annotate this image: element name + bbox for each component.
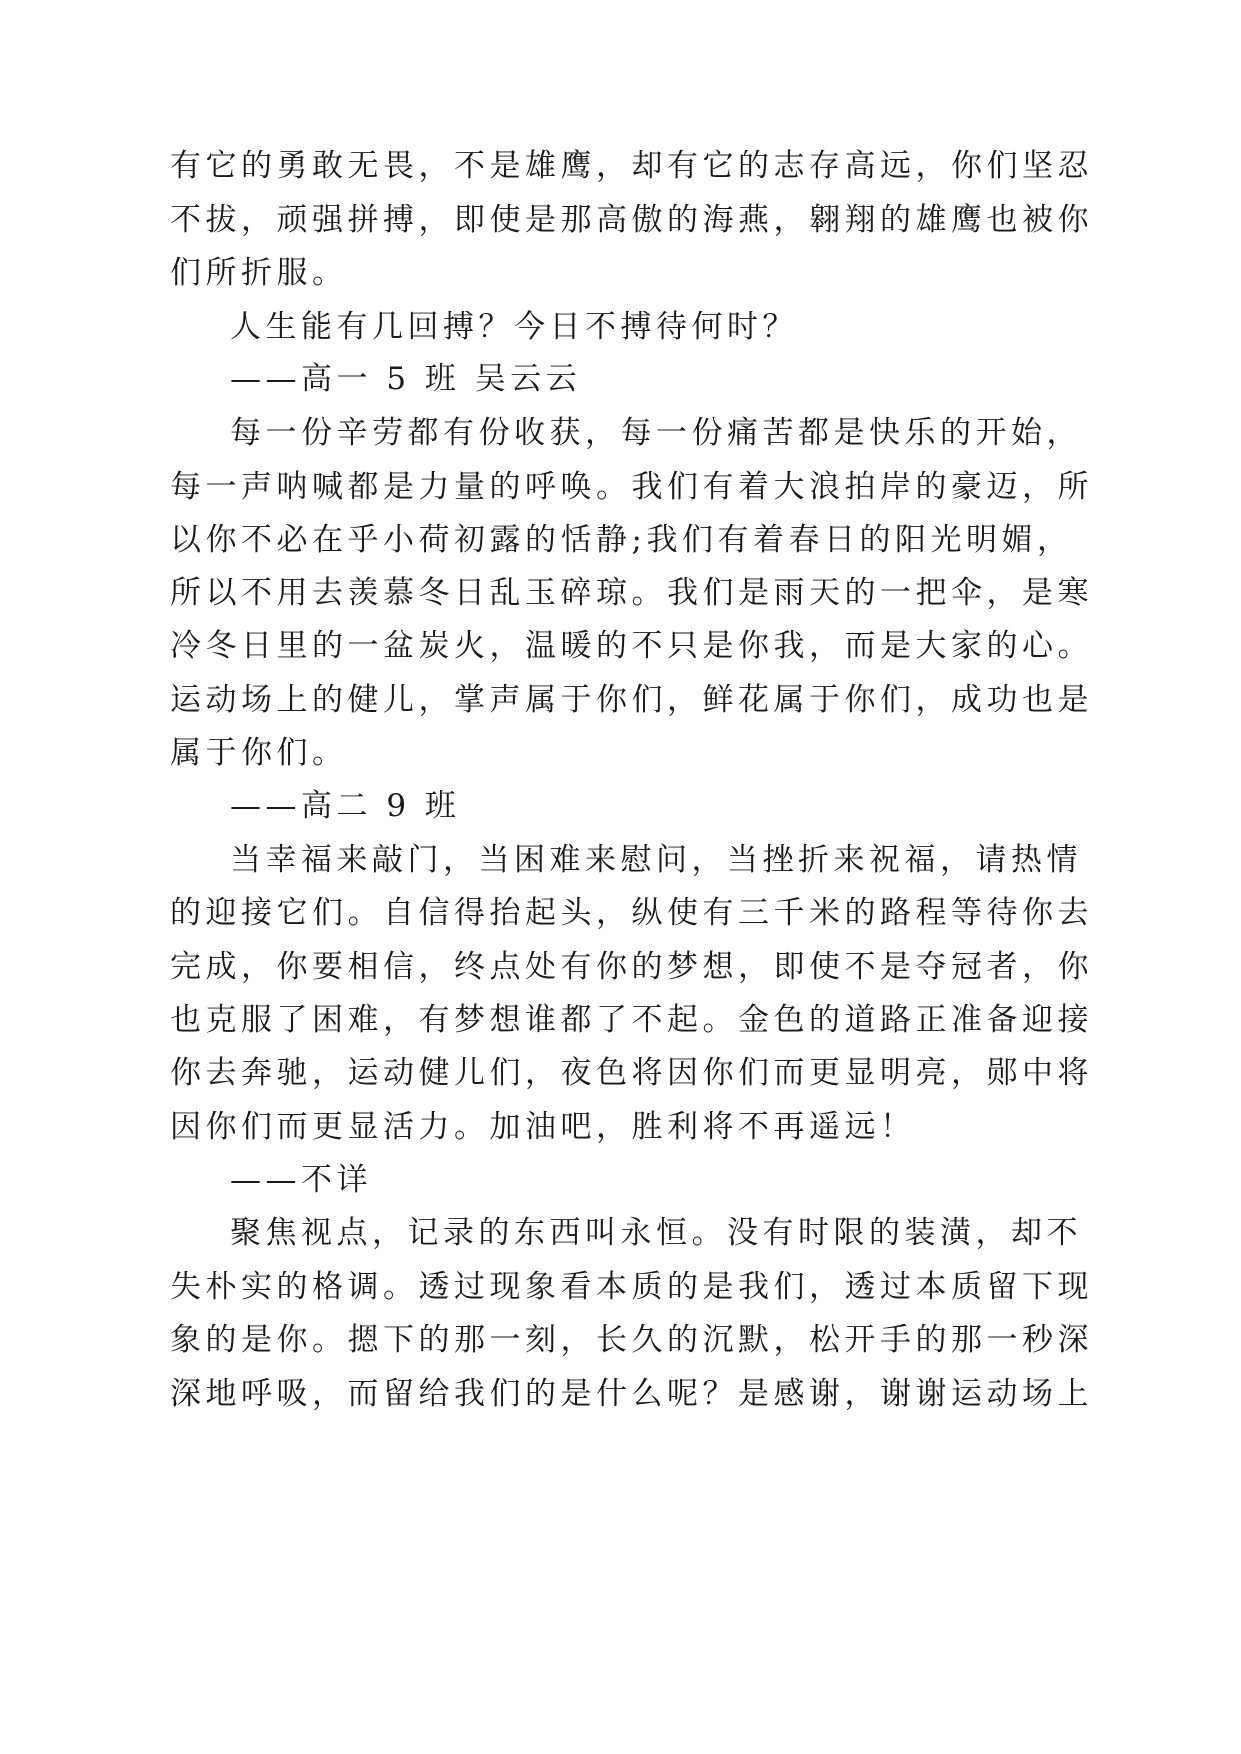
text-line: 失朴实的格调。透过现象看本质的是我们，透过本质留下现 [170, 1269, 1093, 1305]
attribution-line: ——高二 9 班 [230, 788, 461, 824]
text-line: 有它的勇敢无畏，不是雄鹰，却有它的志存高远，你们坚忍 [170, 148, 1093, 184]
text-line: 运动场上的健儿，掌声属于你们，鲜花属于你们，成功也是 [170, 682, 1093, 718]
text-line: 每一声呐喊都是力量的呼唤。我们有着大浪拍岸的豪迈，所 [170, 469, 1093, 505]
text-line: 以你不必在乎小荷初露的恬静;我们有着春日的阳光明媚， [170, 522, 1073, 558]
text-line: 每一份辛劳都有份收获，每一份痛苦都是快乐的开始， [230, 415, 1082, 451]
text-line: 也克服了困难，有梦想谁都了不起。金色的道路正准备迎接 [170, 1002, 1093, 1038]
attribution-line: ——高一 5 班 吴云云 [230, 361, 582, 397]
text-line: 完成，你要相信，终点处有你的梦想，即使不是夺冠者，你 [170, 949, 1093, 985]
text-line: 冷冬日里的一盆炭火，温暖的不只是你我，而是大家的心。 [170, 628, 1093, 664]
text-line: 们所折服。 [170, 255, 348, 291]
text-line: 不拔，顽强拼搏，即使是那高傲的海燕，翱翔的雄鹰也被你 [170, 202, 1093, 238]
text-line: 当幸福来敲门，当困难来慰问，当挫折来祝福，请热情 [230, 842, 1082, 878]
text-line: 深地呼吸，而留给我们的是什么呢？是感谢，谢谢运动场上 [170, 1376, 1093, 1412]
attribution-line: ——不详 [230, 1162, 372, 1198]
text-line: 因你们而更显活力。加油吧，胜利将不再遥远！ [170, 1109, 916, 1145]
text-line: 的迎接它们。自信得抬起头，纵使有三千米的路程等待你去 [170, 895, 1093, 931]
text-line: 所以不用去羡慕冬日乱玉碎琼。我们是雨天的一把伞，是寒 [170, 575, 1093, 611]
text-line: 你去奔驰，运动健儿们，夜色将因你们而更显明亮，郧中将 [170, 1055, 1093, 1091]
text-line: 人生能有几回搏？今日不搏待何时？ [230, 309, 798, 345]
text-line: 聚焦视点，记录的东西叫永恒。没有时限的装潢，却不 [230, 1215, 1082, 1251]
text-line: 象的是你。摁下的那一刻，长久的沉默，松开手的那一秒深 [170, 1322, 1093, 1358]
text-line: 属于你们。 [170, 735, 348, 771]
